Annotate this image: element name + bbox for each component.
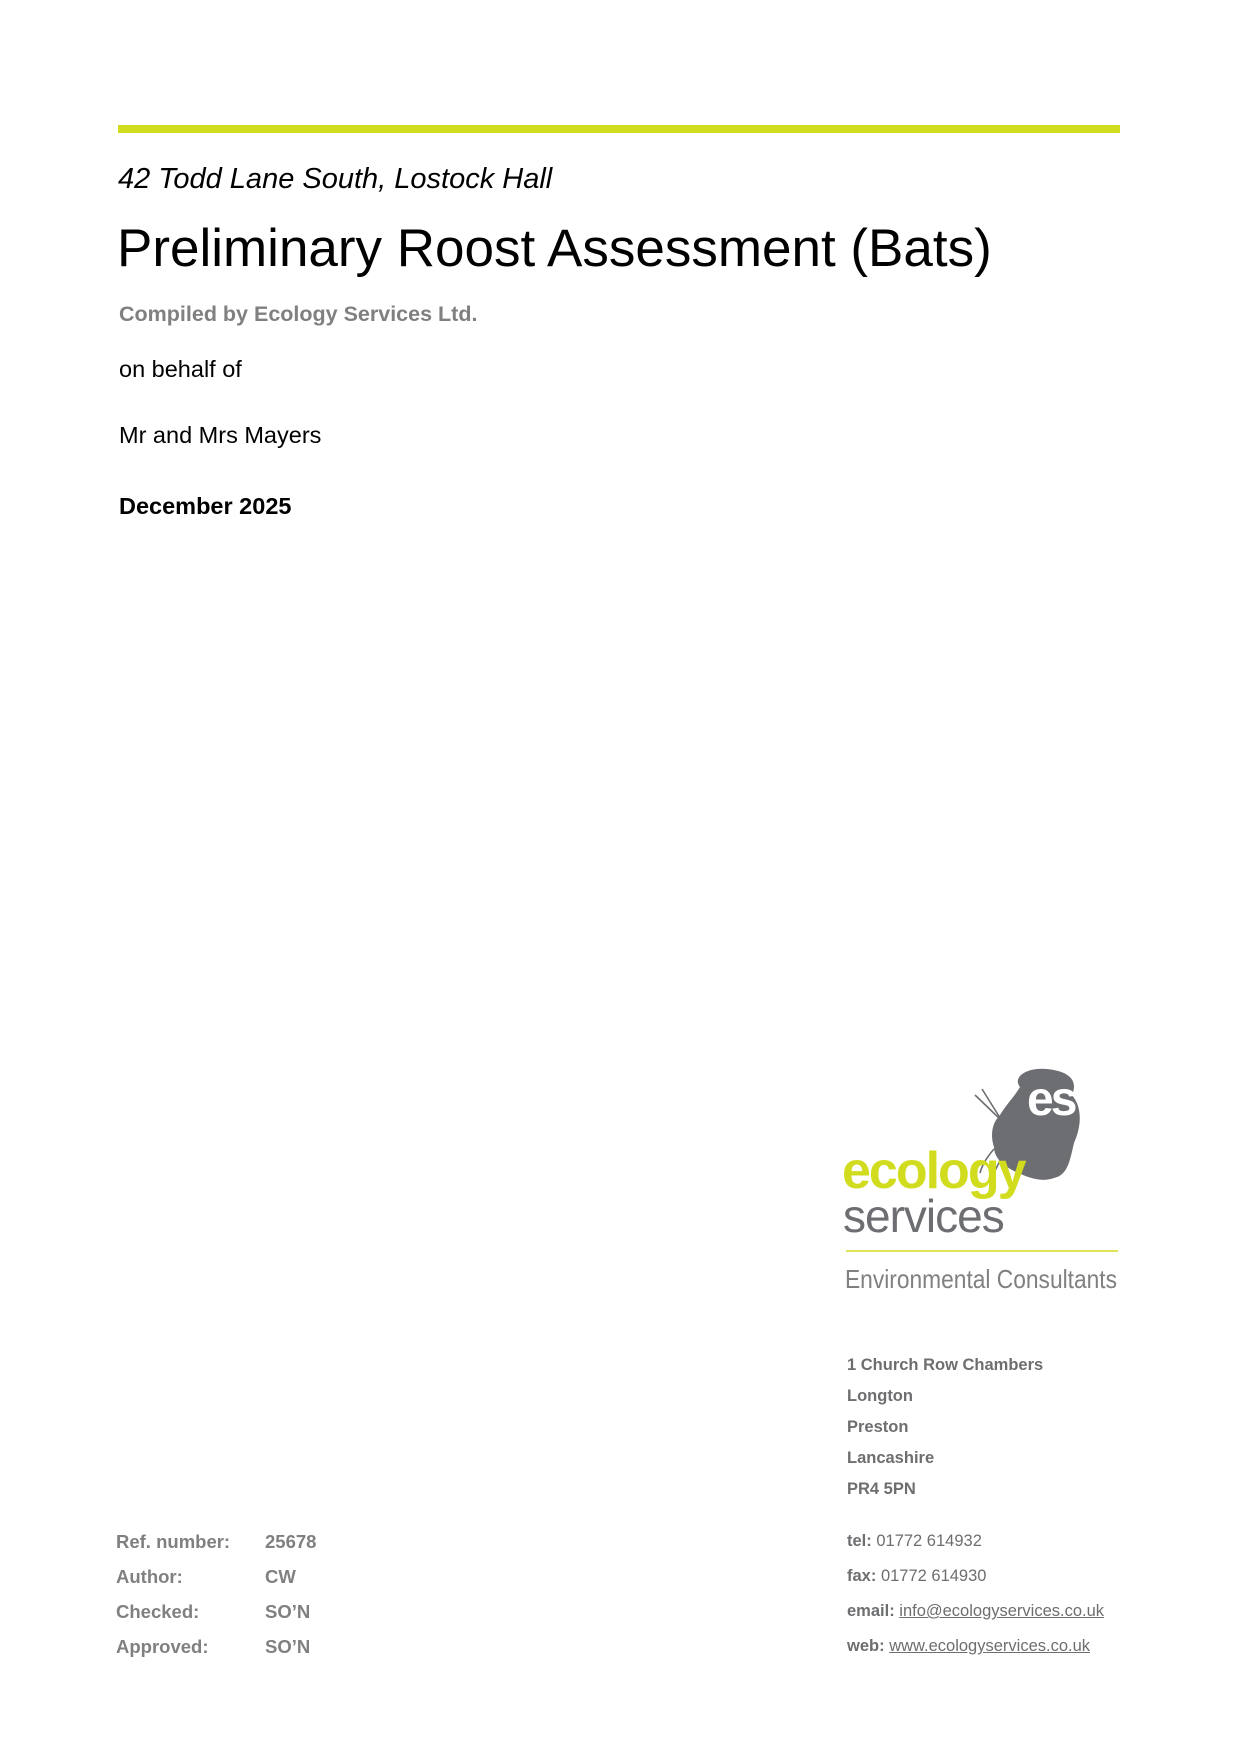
document-reference-table (116, 1524, 316, 1664)
tel-value: 01772 614932 (876, 1532, 982, 1550)
ref-key: Approved: (116, 1636, 209, 1657)
logo-es-mark: es (1027, 1073, 1075, 1126)
tel-line (847, 1524, 1104, 1559)
address-line: Lancashire (847, 1449, 935, 1467)
web-line (847, 1629, 1104, 1664)
header-accent-rule (118, 125, 1120, 133)
report-date: December 2025 (119, 493, 292, 519)
address-line: Preston (847, 1418, 909, 1436)
ref-row (116, 1524, 316, 1559)
ref-key: Checked: (116, 1601, 200, 1622)
client-name: Mr and Mrs Mayers (119, 422, 322, 448)
on-behalf-of: on behalf of (119, 356, 242, 382)
ref-key: Author: (116, 1566, 183, 1587)
ref-value: CW (265, 1566, 296, 1587)
ecology-services-logo (842, 1065, 1122, 1305)
site-address-subtitle: 42 Todd Lane South, Lostock Hall (118, 163, 553, 195)
ref-value: SO’N (265, 1636, 311, 1657)
fax-line (847, 1559, 1104, 1594)
web-label: web: (847, 1637, 885, 1655)
web-link[interactable]: www.ecologyservices.co.uk (889, 1637, 1091, 1655)
company-contacts (847, 1524, 1104, 1664)
ref-row (116, 1594, 316, 1629)
tel-label: tel: (847, 1532, 872, 1550)
address-line: 1 Church Row Chambers (847, 1356, 1044, 1374)
email-line (847, 1594, 1104, 1629)
address-line: PR4 5PN (847, 1480, 916, 1498)
logo-tagline: Environmental Consultants (845, 1264, 1117, 1294)
report-title: Preliminary Roost Assessment (Bats) (117, 219, 992, 278)
address-line: Longton (847, 1387, 913, 1405)
ref-row (116, 1629, 316, 1664)
fax-label: fax: (847, 1567, 877, 1585)
company-address (847, 1350, 1043, 1505)
compiled-by: Compiled by Ecology Services Ltd. (119, 302, 478, 326)
ref-key: Ref. number: (116, 1531, 231, 1552)
ref-row (116, 1559, 316, 1594)
fax-value: 01772 614930 (880, 1567, 987, 1585)
logo-word-ecology: ecology (842, 1142, 1025, 1200)
ref-value: SO’N (265, 1601, 311, 1622)
logo-word-services: services (843, 1190, 1004, 1242)
email-label: email: (847, 1602, 895, 1620)
ref-value: 25678 (265, 1531, 317, 1552)
email-link[interactable]: info@ecologyservices.co.uk (899, 1602, 1105, 1620)
